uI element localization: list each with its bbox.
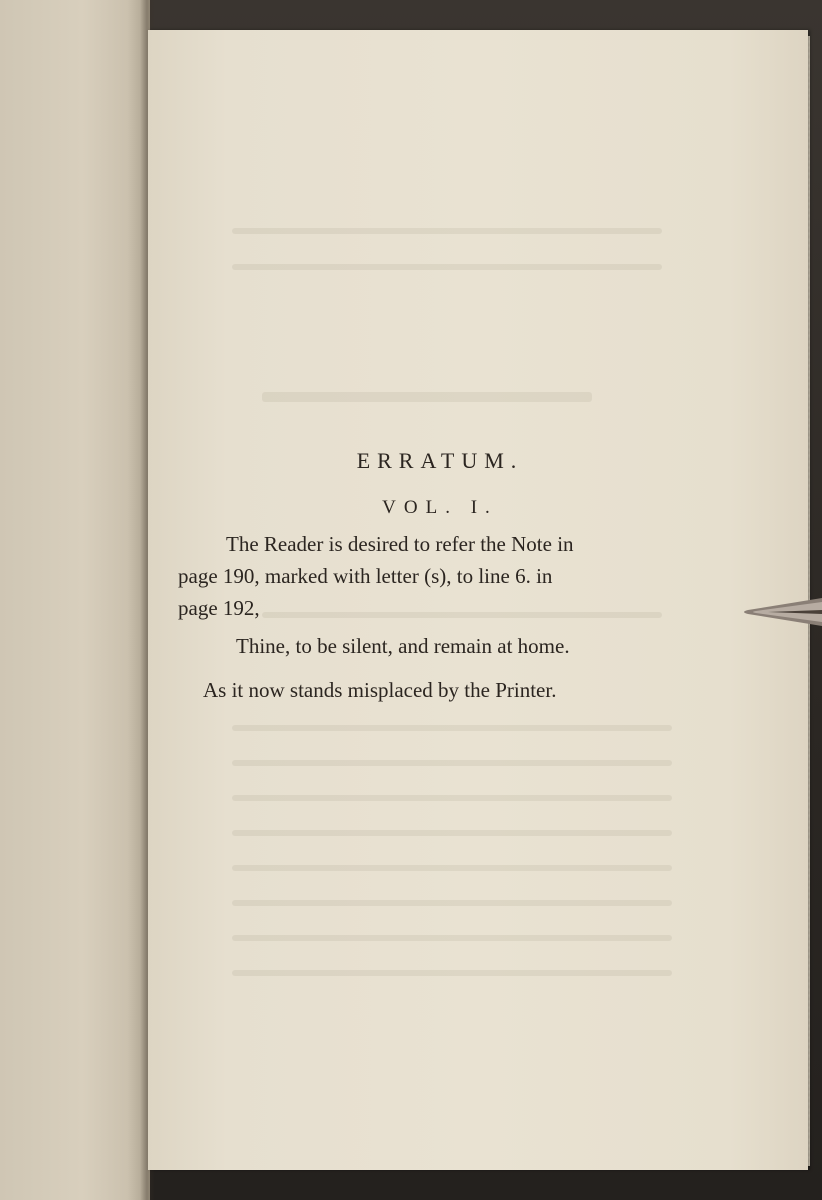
paragraph-line: page 192, — [178, 596, 260, 620]
paragraph-line: page 190, marked with letter (s), to line 6. in — [178, 564, 553, 588]
closing-note: As it now stands misplaced by the Printer. — [203, 678, 557, 702]
quoted-line: Thine, to be silent, and remain at home. — [236, 634, 570, 658]
pen-nib-icon — [738, 590, 822, 634]
volume-label: VOL. I. — [382, 497, 498, 518]
erratum-paragraph — [178, 528, 658, 624]
left-facing-page — [0, 0, 150, 1200]
paragraph-line: The Reader is desired to refer the Note in — [226, 532, 574, 556]
erratum-heading: ERRATUM. — [356, 448, 524, 473]
